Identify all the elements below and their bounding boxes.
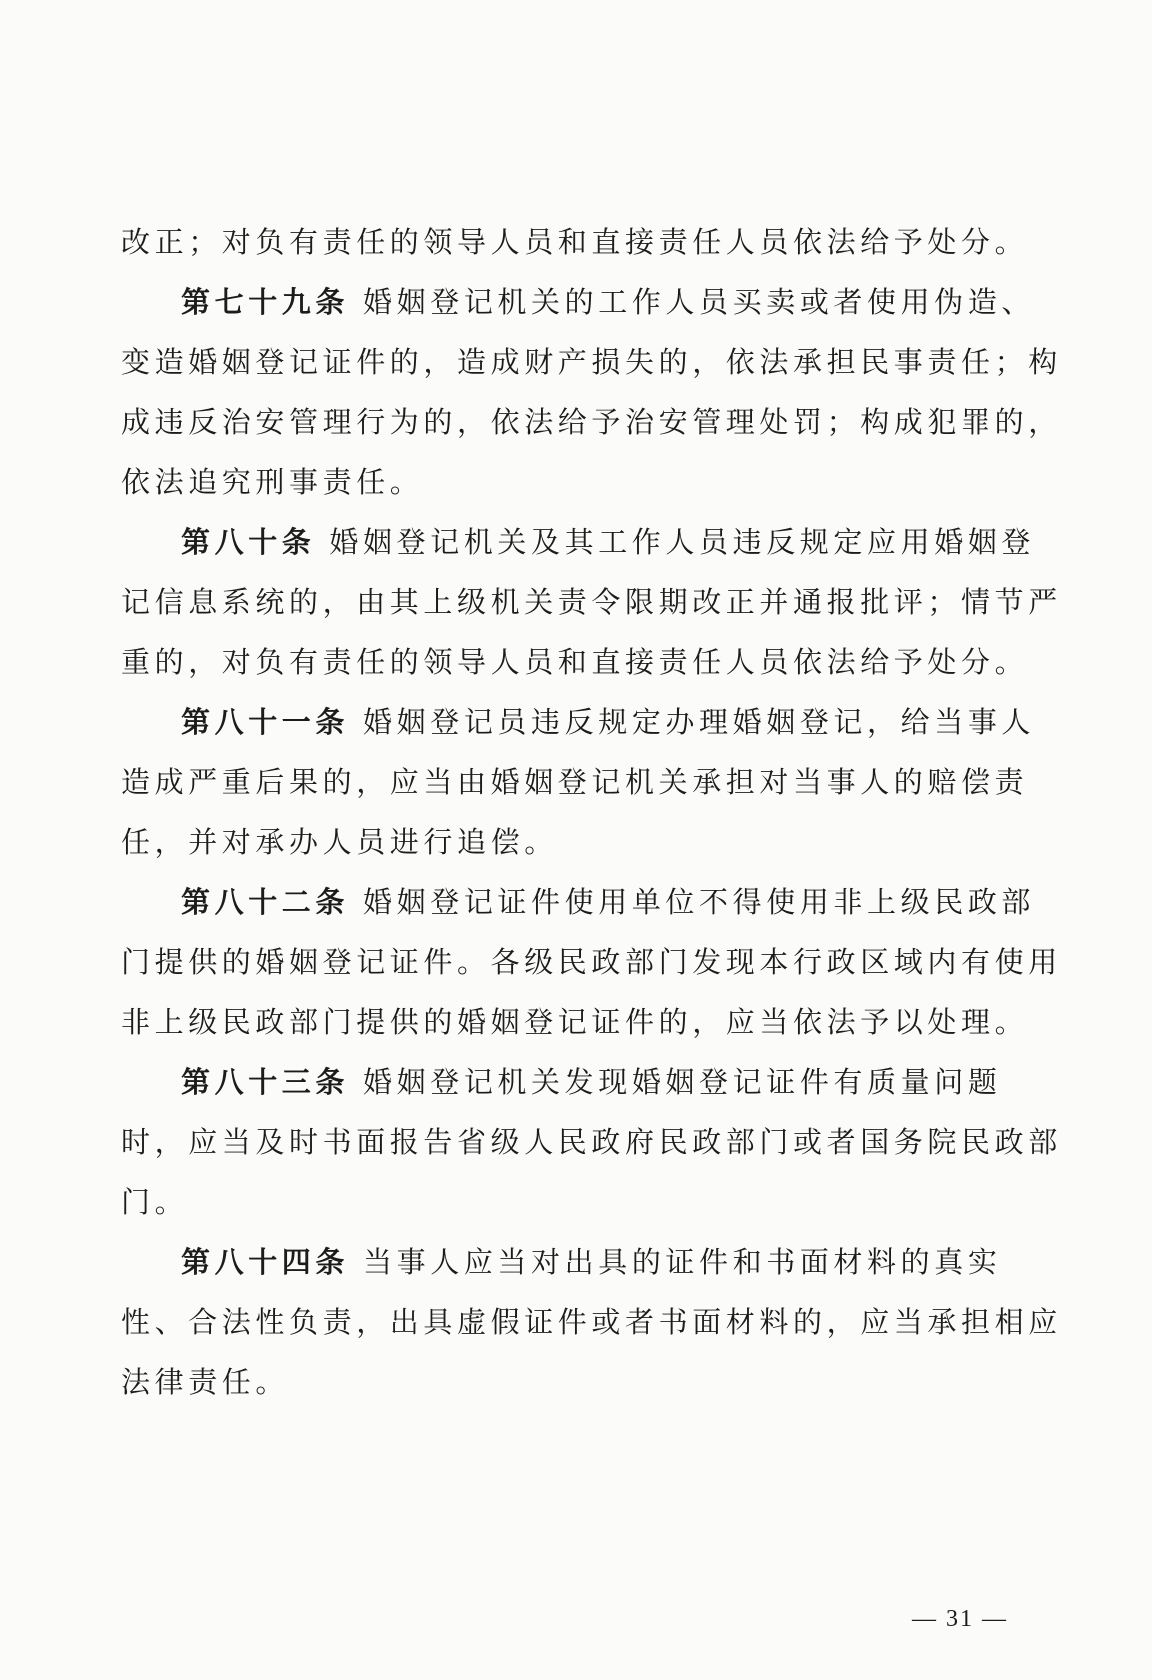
line-text: 任，并对承办人员进行追偿。: [121, 825, 558, 859]
text-line: [121, 572, 1062, 632]
page-number: — 31 —: [912, 1606, 1008, 1632]
article-heading: 第八十四条: [181, 1245, 350, 1279]
article-80-first-line: [121, 512, 1036, 572]
line-text: 当事人应当对出具的证件和书面材料的真实: [363, 1245, 1002, 1279]
line-text: 婚姻登记机关的工作人员买卖或者使用伪造、: [363, 285, 1036, 319]
body-text: [121, 212, 1062, 1412]
article-79-first-line: [121, 272, 1036, 332]
line-text: 记信息系统的，由其上级机关责令限期改正并通报批评；情节严: [121, 585, 1062, 619]
text-line: [121, 332, 1062, 392]
line-text: 改正；对负有责任的领导人员和直接责任人员依法给予处分。: [121, 225, 1029, 259]
article-heading: 第八十一条: [181, 705, 350, 739]
text-line: [121, 212, 1029, 272]
article-84-first-line: [121, 1232, 1011, 1292]
line-text: 非上级民政部门提供的婚姻登记证件的，应当依法予以处理。: [121, 1005, 1029, 1039]
line-text: 时，应当及时书面报告省级人民政府民政部门或者国务院民政部: [121, 1125, 1062, 1159]
line-text: 婚姻登记机关及其工作人员违反规定应用婚姻登: [329, 525, 1036, 559]
line-text: 重的，对负有责任的领导人员和直接责任人员依法给予处分。: [121, 645, 1029, 679]
article-81-first-line: [121, 692, 1036, 752]
line-text: 法律责任。: [121, 1365, 290, 1399]
text-line: [121, 992, 1029, 1052]
article-heading: 第八十三条: [181, 1065, 350, 1099]
text-line: [121, 932, 1062, 992]
text-line: [121, 1352, 1011, 1412]
line-text: 变造婚姻登记证件的，造成财产损失的，依法承担民事责任；构: [121, 345, 1062, 379]
line-text: 婚姻登记机关发现婚姻登记证件有质量问题: [363, 1065, 1002, 1099]
text-line: [121, 632, 1029, 692]
text-line: [121, 752, 1029, 812]
article-heading: 第八十二条: [181, 885, 350, 919]
text-line: [121, 1172, 1011, 1232]
text-line: [121, 812, 1011, 872]
line-text: 造成严重后果的，应当由婚姻登记机关承担对当事人的赔偿责: [121, 765, 1029, 799]
line-text: 婚姻登记证件使用单位不得使用非上级民政部: [363, 885, 1036, 919]
article-83-first-line: [121, 1052, 1011, 1112]
article-heading: 第八十条: [181, 525, 316, 559]
text-line: [121, 1112, 1062, 1172]
line-text: 性、合法性负责，出具虚假证件或者书面材料的，应当承担相应: [121, 1305, 1062, 1339]
line-text: 门。: [121, 1185, 189, 1219]
line-text: 依法追究刑事责任。: [121, 465, 424, 499]
line-text: 门提供的婚姻登记证件。各级民政部门发现本行政区域内有使用: [121, 945, 1062, 979]
text-line: [121, 1292, 1062, 1352]
line-text: 婚姻登记员违反规定办理婚姻登记，给当事人: [363, 705, 1036, 739]
article-heading: 第七十九条: [181, 285, 350, 319]
text-line: [121, 392, 1062, 452]
line-text: 成违反治安管理行为的，依法给予治安管理处罚；构成犯罪的，: [121, 405, 1062, 439]
text-line: [121, 452, 1011, 512]
article-82-first-line: [121, 872, 1036, 932]
